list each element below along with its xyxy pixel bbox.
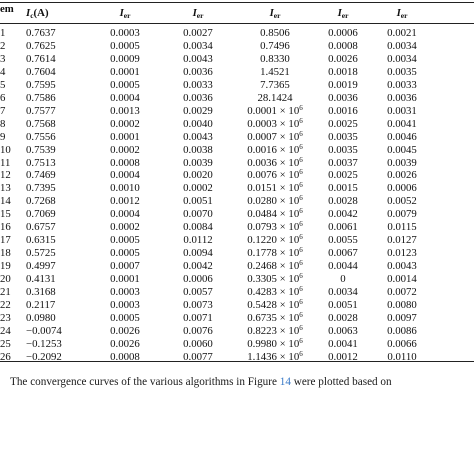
cell-ic: 0.7614 — [26, 52, 56, 65]
cell-ier-2: 0.0020 — [183, 169, 213, 182]
row-index: 20 — [0, 273, 11, 286]
cell-ier-2: 0.0002 — [183, 182, 213, 195]
cell-ier-5: 0.0066 — [387, 337, 417, 350]
row-index: 11 — [0, 156, 11, 169]
cell-ic: 0.6315 — [26, 234, 56, 247]
row-index: 21 — [0, 286, 11, 298]
exponent: 6 — [299, 336, 303, 345]
cell-ic: 0.7595 — [26, 78, 56, 91]
cell-ic: 0.6757 — [26, 221, 56, 234]
cell-ier-1: 0.0004 — [110, 208, 140, 221]
cell-ic: 0.5725 — [26, 247, 56, 260]
table-row — [0, 66, 474, 78]
exponent: 6 — [299, 233, 303, 242]
cell-ier-2: 0.0094 — [183, 247, 213, 260]
exponent: 6 — [299, 349, 303, 358]
header-index: em — [0, 3, 14, 15]
cell-ier-3: $0.0076 \times 10^6$ — [247, 168, 303, 182]
exponent: 6 — [299, 285, 303, 293]
exponent: 6 — [299, 207, 303, 216]
cell-ier-4: 0.0061 — [328, 221, 358, 234]
cell-ier-5: 0.0086 — [387, 324, 417, 337]
cell-ier-4: 0.0012 — [328, 350, 358, 363]
cell-ier-4: 0.0063 — [328, 324, 358, 337]
cell-ier-4: 0.0067 — [328, 247, 358, 260]
cell-ic: −0.2092 — [26, 350, 62, 363]
table-row — [0, 299, 474, 311]
cell-ier-4: 0.0055 — [328, 234, 358, 247]
cell-ic: 0.2117 — [26, 298, 56, 311]
row-index: 6 — [0, 91, 6, 104]
cell-ier-2: 0.0112 — [183, 234, 213, 247]
cell-ier-2: 0.0043 — [183, 52, 213, 65]
table-row — [0, 79, 474, 91]
cell-ier-3: $0.6735 \times 10^6$ — [247, 310, 303, 324]
cell-ier-1: 0.0002 — [110, 221, 140, 234]
cell-ier-5: 0.0034 — [387, 52, 417, 65]
exponent: 6 — [299, 246, 303, 255]
cell-ier-1: 0.0013 — [110, 104, 140, 117]
header-ier-5: $I_{er}$ — [396, 7, 408, 20]
exponent: 6 — [299, 103, 303, 112]
cell-ier-4: 0.0035 — [328, 143, 358, 156]
cell-ier-4: 0.0035 — [328, 130, 358, 143]
cell-ier-1: 0.0005 — [110, 234, 140, 247]
table-row — [0, 118, 474, 130]
cell-ier-3: 0.8330 — [260, 52, 290, 65]
cell-ic: 0.7539 — [26, 143, 56, 156]
cell-ier-3: $0.4283 \times 10^6$ — [247, 285, 303, 298]
table-row — [0, 131, 474, 143]
cell-ic: 0.0980 — [26, 311, 56, 324]
table-row — [0, 286, 474, 298]
cell-ier-5: 0.0034 — [387, 39, 417, 52]
cell-ier-5: 0.0033 — [387, 78, 417, 91]
row-index: 10 — [0, 143, 11, 156]
cell-ier-4: 0.0008 — [328, 39, 358, 52]
cell-ier-3: $1.1436 \times 10^6$ — [247, 349, 303, 363]
cell-ier-4: 0.0034 — [328, 286, 358, 298]
cell-ic: 0.7268 — [26, 195, 56, 208]
cell-ier-4: 0.0026 — [328, 52, 358, 65]
cell-ier-1: 0.0005 — [110, 247, 140, 260]
cell-ier-3: $0.8223 \times 10^6$ — [247, 323, 303, 337]
cell-ic: 0.7586 — [26, 91, 56, 104]
cell-ier-2: 0.0029 — [183, 104, 213, 117]
table-row — [0, 273, 474, 285]
cell-ier-1: 0.0002 — [110, 117, 140, 130]
cell-ier-2: 0.0073 — [183, 298, 213, 311]
row-index: 12 — [0, 169, 11, 182]
row-index: 7 — [0, 104, 6, 117]
cell-ier-3: $0.0001 \times 10^6$ — [247, 103, 303, 117]
cell-ier-2: 0.0036 — [183, 65, 213, 78]
cell-ic: 0.7637 — [26, 27, 56, 39]
cell-ier-2: 0.0060 — [183, 337, 213, 350]
cell-ier-4: 0.0044 — [328, 260, 358, 273]
cell-ier-1: 0.0010 — [110, 182, 140, 195]
cell-ier-5: 0.0039 — [387, 156, 417, 169]
cell-ier-5: 0.0080 — [387, 298, 417, 311]
cell-ier-3: $0.0036 \times 10^6$ — [247, 155, 303, 169]
table-row — [0, 325, 474, 337]
exponent: 6 — [299, 155, 303, 164]
table-bottom-rule — [0, 361, 474, 362]
cell-ier-5: 0.0036 — [387, 91, 417, 104]
cell-ier-2: 0.0033 — [183, 78, 213, 91]
cell-ier-5: 0.0097 — [387, 311, 417, 324]
cell-ier-1: 0.0004 — [110, 169, 140, 182]
cell-ier-5: 0.0045 — [387, 143, 417, 156]
cell-ier-2: 0.0040 — [183, 117, 213, 130]
cell-ier-4: 0.0025 — [328, 117, 358, 130]
cell-ier-5: 0.0014 — [387, 273, 417, 286]
cell-ier-3: $0.0007 \times 10^6$ — [247, 129, 303, 143]
cell-ier-1: 0.0009 — [110, 52, 140, 65]
cell-ier-2: 0.0038 — [183, 143, 213, 156]
table-row — [0, 157, 474, 169]
exponent: 6 — [299, 220, 303, 229]
cell-ic: 0.4997 — [26, 260, 56, 273]
row-index: 18 — [0, 247, 11, 260]
cell-ic: 0.3168 — [26, 286, 56, 298]
cell-ier-5: 0.0041 — [387, 117, 417, 130]
cell-ier-4: 0.0028 — [328, 195, 358, 208]
row-index: 23 — [0, 311, 11, 324]
figure-link[interactable]: 14 — [279, 376, 291, 388]
cell-ier-1: 0.0008 — [110, 156, 140, 169]
table-row — [0, 27, 474, 39]
table-row — [0, 247, 474, 259]
cell-ier-2: 0.0051 — [183, 195, 213, 208]
row-index: 3 — [0, 52, 6, 65]
cell-ier-3: 0.7496 — [260, 39, 290, 52]
cell-ier-1: 0.0002 — [110, 143, 140, 156]
table-row — [0, 169, 474, 181]
table-header-row — [0, 3, 474, 20]
exponent: 6 — [299, 181, 303, 190]
exponent: 6 — [299, 168, 303, 177]
header-ier-1: $I_{er}$ — [119, 7, 131, 20]
cell-ier-3: $0.0793 \times 10^6$ — [247, 220, 303, 234]
row-index: 22 — [0, 298, 11, 311]
cell-ier-1: 0.0003 — [110, 286, 140, 298]
row-index: 5 — [0, 78, 6, 91]
cell-ier-4: 0.0006 — [328, 27, 358, 39]
cell-ier-1: 0.0003 — [110, 298, 140, 311]
table-row — [0, 338, 474, 350]
header-ier-4: $I_{er}$ — [337, 7, 349, 20]
table-row — [0, 40, 474, 52]
row-index: 13 — [0, 182, 11, 195]
cell-ier-1: 0.0001 — [110, 273, 140, 286]
cell-ier-4: 0 — [340, 273, 346, 286]
cell-ier-2: 0.0006 — [183, 273, 213, 286]
table-row — [0, 53, 474, 65]
cell-ier-3: $0.5428 \times 10^6$ — [247, 297, 303, 311]
row-index: 9 — [0, 130, 6, 143]
exponent: 6 — [299, 259, 303, 268]
cell-ic: 0.7069 — [26, 208, 56, 221]
cell-ier-5: 0.0021 — [387, 27, 417, 39]
cell-ic: 0.7625 — [26, 39, 56, 52]
cell-ier-1: 0.0004 — [110, 91, 140, 104]
cell-ier-1: 0.0001 — [110, 65, 140, 78]
cell-ic: 0.7604 — [26, 65, 56, 78]
cell-ier-4: 0.0041 — [328, 337, 358, 350]
body-paragraph — [10, 375, 392, 389]
cell-ier-5: 0.0072 — [387, 286, 417, 298]
cell-ier-5: 0.0110 — [387, 350, 417, 363]
row-index: 14 — [0, 195, 11, 208]
cell-ic: 0.7395 — [26, 182, 56, 195]
cell-ier-2: 0.0042 — [183, 260, 213, 273]
cell-ier-5: 0.0127 — [387, 234, 417, 247]
cell-ier-1: 0.0026 — [110, 324, 140, 337]
cell-ier-3: $0.0484 \times 10^6$ — [247, 207, 303, 221]
cell-ier-3: 1.4521 — [260, 65, 290, 78]
cell-ier-5: 0.0115 — [387, 221, 417, 234]
exponent: 6 — [299, 116, 303, 125]
cell-ier-1: 0.0003 — [110, 27, 140, 39]
cell-ier-2: 0.0039 — [183, 156, 213, 169]
cell-ier-3: $0.1778 \times 10^6$ — [247, 246, 303, 260]
exponent: 6 — [299, 323, 303, 332]
cell-ic: 0.7556 — [26, 130, 56, 143]
cell-ier-5: 0.0031 — [387, 104, 417, 117]
cell-ier-1: 0.0007 — [110, 260, 140, 273]
cell-ier-1: 0.0005 — [110, 78, 140, 91]
cell-ier-4: 0.0042 — [328, 208, 358, 221]
exponent: 6 — [299, 194, 303, 203]
cell-ier-4: 0.0051 — [328, 298, 358, 311]
cell-ier-2: 0.0071 — [183, 311, 213, 324]
exponent: 6 — [299, 310, 303, 319]
cell-ier-1: 0.0005 — [110, 39, 140, 52]
cell-ic: −0.0074 — [26, 324, 62, 337]
cell-ier-5: 0.0026 — [387, 169, 417, 182]
cell-ier-2: 0.0070 — [183, 208, 213, 221]
row-index: 19 — [0, 260, 11, 273]
row-index: 1 — [0, 27, 6, 39]
cell-ier-3: $0.2468 \times 10^6$ — [247, 259, 303, 273]
cell-ier-4: 0.0016 — [328, 104, 358, 117]
row-index: 2 — [0, 39, 6, 52]
table-row — [0, 195, 474, 207]
cell-ier-4: 0.0015 — [328, 182, 358, 195]
cell-ier-4: 0.0018 — [328, 65, 358, 78]
exponent: 6 — [299, 272, 303, 281]
cell-ier-2: 0.0036 — [183, 91, 213, 104]
cell-ier-2: 0.0077 — [183, 350, 213, 363]
cell-ic: −0.1253 — [26, 337, 62, 350]
cell-ier-4: 0.0028 — [328, 311, 358, 324]
cell-ier-5: 0.0052 — [387, 195, 417, 208]
cell-ier-3: 0.8506 — [260, 27, 290, 39]
table-row — [0, 260, 474, 272]
header-ier-3: $I_{er}$ — [269, 7, 281, 20]
cell-ier-4: 0.0019 — [328, 78, 358, 91]
cell-ier-4: 0.0037 — [328, 156, 358, 169]
cell-ier-5: 0.0006 — [387, 182, 417, 195]
table-row — [0, 182, 474, 194]
row-index: 25 — [0, 337, 11, 350]
table-row — [0, 105, 474, 117]
exponent: 6 — [299, 297, 303, 306]
cell-ier-3: $0.0280 \times 10^6$ — [247, 194, 303, 208]
cell-ier-1: 0.0001 — [110, 130, 140, 143]
cell-ier-5: 0.0046 — [387, 130, 417, 143]
row-index: 26 — [0, 350, 11, 363]
cell-ic: 0.7577 — [26, 104, 56, 117]
cell-ier-2: 0.0076 — [183, 324, 213, 337]
cell-ier-2: 0.0057 — [183, 286, 213, 298]
cell-ic: 0.4131 — [26, 273, 56, 286]
cell-ier-4: 0.0036 — [328, 91, 358, 104]
cell-ic: 0.7568 — [26, 117, 56, 130]
table-header-rule — [0, 23, 474, 24]
cell-ier-3: $0.0151 \times 10^6$ — [247, 181, 303, 195]
cell-ier-3: 28.1424 — [257, 91, 293, 104]
cell-ier-3: $0.0016 \times 10^6$ — [247, 142, 303, 156]
cell-ier-1: 0.0005 — [110, 311, 140, 324]
cell-ier-4: 0.0025 — [328, 169, 358, 182]
paragraph-text-start: The convergence curves of the various algorithms in Figure — [10, 376, 280, 388]
exponent: 6 — [299, 129, 303, 138]
cell-ic: 0.7469 — [26, 169, 56, 182]
paragraph-text-end: were plotted based on — [290, 376, 392, 388]
table-row — [0, 144, 474, 156]
cell-ier-1: 0.0008 — [110, 350, 140, 363]
cell-ier-1: 0.0012 — [110, 195, 140, 208]
cell-ier-2: 0.0027 — [183, 27, 213, 39]
table-row — [0, 312, 474, 324]
cell-ier-2: 0.0034 — [183, 39, 213, 52]
cell-ier-3: $0.0003 \times 10^6$ — [247, 116, 303, 130]
cell-ier-3: $0.3305 \times 10^6$ — [247, 272, 303, 286]
header-ier-2: $I_{er}$ — [192, 7, 204, 20]
cell-ier-5: 0.0043 — [387, 260, 417, 273]
table-row — [0, 221, 474, 233]
row-index: 17 — [0, 234, 11, 247]
table-top-rule — [0, 2, 474, 3]
exponent: 6 — [299, 142, 303, 151]
cell-ier-2: 0.0084 — [183, 221, 213, 234]
cell-ier-5: 0.0035 — [387, 65, 417, 78]
row-index: 8 — [0, 117, 6, 130]
cell-ier-3: 7.7365 — [260, 78, 290, 91]
table-row — [0, 208, 474, 220]
row-index: 24 — [0, 324, 11, 337]
cell-ier-3: $0.9980 \times 10^6$ — [247, 336, 303, 350]
cell-ier-5: 0.0123 — [387, 247, 417, 260]
row-index: 16 — [0, 221, 11, 234]
table-row — [0, 234, 474, 246]
cell-ier-2: 0.0043 — [183, 130, 213, 143]
row-index: 4 — [0, 65, 6, 78]
table-row — [0, 92, 474, 104]
header-ic: $I_c(A)$ — [26, 7, 49, 20]
row-index: 15 — [0, 208, 11, 221]
cell-ier-3: $0.1220 \times 10^6$ — [247, 233, 303, 247]
cell-ier-5: 0.0079 — [387, 208, 417, 221]
cell-ic: 0.7513 — [26, 156, 56, 169]
cell-ier-1: 0.0026 — [110, 337, 140, 350]
